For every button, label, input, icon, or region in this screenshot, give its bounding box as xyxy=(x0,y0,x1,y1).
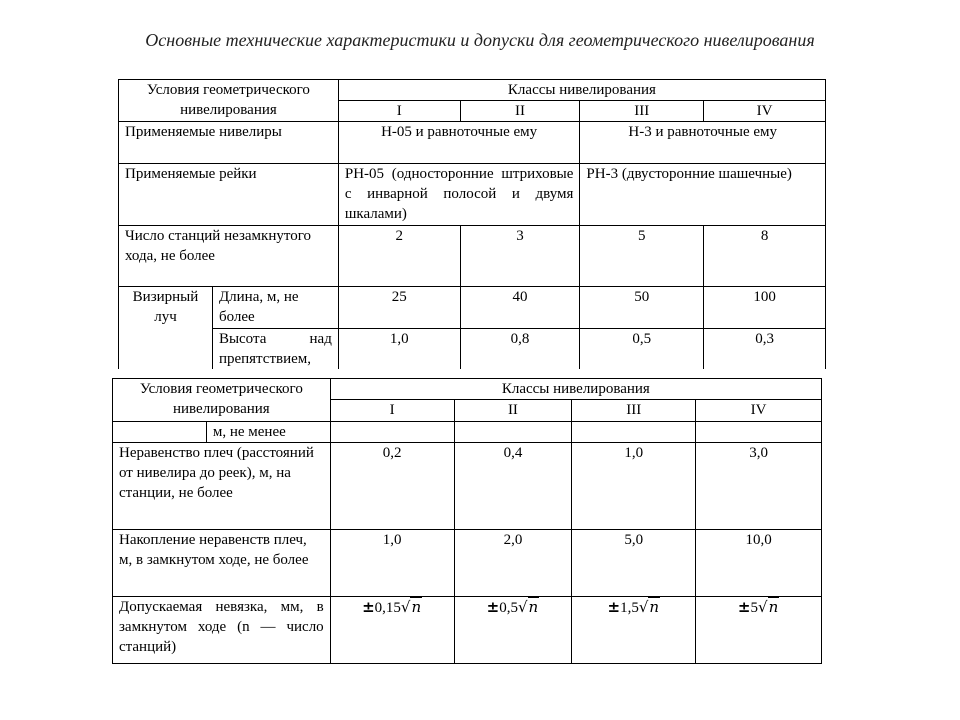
classes-header-2: Классы нивелирования xyxy=(330,379,821,400)
conditions-header: Условия геометрического нивелирования xyxy=(119,80,339,122)
stations-i: 2 xyxy=(338,225,460,286)
specs-table-part1 xyxy=(118,79,826,369)
accum-i: 1,0 xyxy=(330,530,454,597)
length-iii: 50 xyxy=(580,287,704,328)
inequality-iv: 3,0 xyxy=(696,442,822,529)
height-cont-iii xyxy=(572,421,696,442)
plus-minus-sign: ± xyxy=(737,598,751,617)
height-label-cont: м, не менее xyxy=(206,421,330,442)
height-cont-i xyxy=(330,421,454,442)
misclosure-coef: 1,5 xyxy=(620,600,639,617)
misclosure-iv xyxy=(696,597,822,664)
height-ii: 0,8 xyxy=(460,328,580,369)
sqrt-n-icon: √n xyxy=(517,598,539,617)
inequality-i: 0,2 xyxy=(330,442,454,529)
class-ii: II xyxy=(460,101,580,122)
height-cont-iv xyxy=(696,421,822,442)
misclosure-i xyxy=(330,597,454,664)
length-label: Длина, м, не более xyxy=(212,287,338,328)
sqrt-n-icon: √n xyxy=(400,598,422,617)
length-ii: 40 xyxy=(460,287,580,328)
levels-class-1-2: Н-05 и равноточные ему xyxy=(338,122,580,163)
sqrt-n-icon: √n xyxy=(638,598,660,617)
misclosure-coef: 0,15 xyxy=(374,600,401,617)
rods-label: Применяемые рейки xyxy=(119,163,339,225)
misclosure-ii xyxy=(454,597,572,664)
misclosure-iii xyxy=(572,597,696,664)
stations-iv: 8 xyxy=(704,225,826,286)
stations-iii: 5 xyxy=(580,225,704,286)
height-i: 1,0 xyxy=(338,328,460,369)
plus-minus-sign: ± xyxy=(486,598,500,617)
misclosure-coef: 0,5 xyxy=(499,600,518,617)
rods-class-3-4: РН-3 (двусторонние шашечные) xyxy=(580,163,826,225)
levels-label: Применяемые нивелиры xyxy=(119,122,339,163)
accum-ii: 2,0 xyxy=(454,530,572,597)
accum-iii: 5,0 xyxy=(572,530,696,597)
plus-minus-sign: ± xyxy=(607,598,621,617)
height-iv: 0,3 xyxy=(704,328,826,369)
height-label: Высота над препятствием, xyxy=(212,328,338,369)
length-iv: 100 xyxy=(704,287,826,328)
height-iii: 0,5 xyxy=(580,328,704,369)
misclosure-coef: 5 xyxy=(750,600,758,617)
class-iv: IV xyxy=(704,101,826,122)
rods-class-1-2: РН-05 (односторонние штриховые с инварной полосой и двумя шкалами) xyxy=(338,163,580,225)
plus-minus-sign: ± xyxy=(362,598,375,617)
height-cont-ii xyxy=(454,421,572,442)
class-i: I xyxy=(338,101,460,122)
stations-label: Число станций незамкнутого хода, не более xyxy=(119,225,339,286)
inequality-iii: 1,0 xyxy=(572,442,696,529)
inequality-label: Неравенство плеч (расстояний от нивелира до реек), м, на станции, не более xyxy=(113,442,331,529)
class-i-2: I xyxy=(330,400,454,421)
class-ii-2: II xyxy=(454,400,572,421)
length-i: 25 xyxy=(338,287,460,328)
beam-label-cont xyxy=(113,421,207,442)
stations-ii: 3 xyxy=(460,225,580,286)
class-iii: III xyxy=(580,101,704,122)
class-iv-2: IV xyxy=(696,400,822,421)
misclosure-label: Допускаемая невязка, мм, в замкнутом ходе (n — число станций) xyxy=(113,597,331,664)
class-iii-2: III xyxy=(572,400,696,421)
accum-label: Накопление неравенств плеч, м, в замкнутом ходе, не более xyxy=(113,530,331,597)
classes-header: Классы нивелирования xyxy=(338,80,825,101)
conditions-header-2: Условия геометрического нивелирования xyxy=(113,379,331,422)
accum-iv: 10,0 xyxy=(696,530,822,597)
sqrt-n-icon: √n xyxy=(758,598,779,617)
levels-class-3-4: Н-3 и равноточные ему xyxy=(580,122,826,163)
document-title: Основные технические характеристики и допуски для геометрического нивелирования xyxy=(145,30,815,50)
inequality-ii: 0,4 xyxy=(454,442,572,529)
beam-label: Визирный луч xyxy=(119,287,213,369)
specs-table-part2 xyxy=(112,378,822,664)
